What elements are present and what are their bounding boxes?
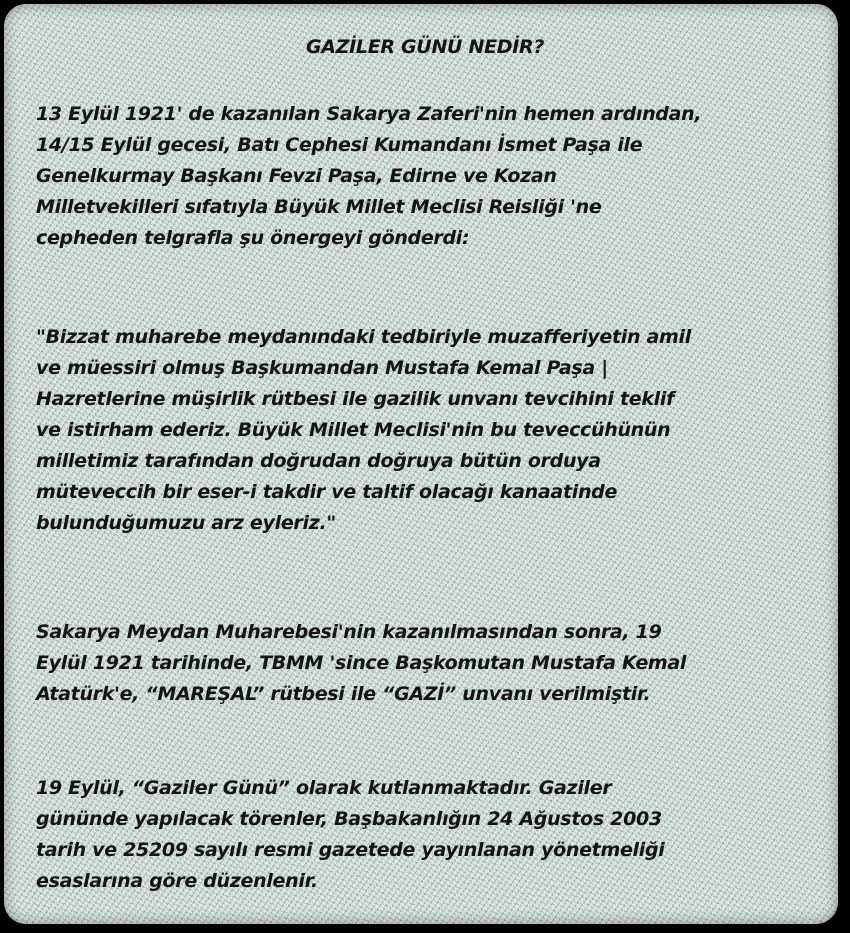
text-line: 13 Eylül 1921' de kazanılan Sakarya Zaferi'nin hemen ardından,: [36, 103, 702, 125]
paragraph-mareshal: [36, 617, 686, 710]
text-line: Eylül 1921 tarihinde, TBMM 'since Başkomutan Mustafa Kemal: [36, 652, 687, 674]
text-line: Milletvekilleri sıfatıyla Büyük Millet Meclisi Reisliği 'ne: [36, 196, 602, 218]
text-line: ve müessiri olmuş Başkumandan Mustafa Kemal Paşa |: [36, 357, 608, 379]
text-line: "Bizzat muharebe meydanındaki tedbiriyle muzafferiyetin amil: [36, 326, 691, 348]
text-line: müteveccih bir eser-i takdir ve taltif olacağı kanaatinde: [36, 481, 618, 503]
text-line: Hazretlerine müşirlik rütbesi ile gazilik unvanı tevcihini teklif: [36, 388, 675, 410]
paragraph-veterans-day: [36, 773, 664, 897]
text-line: bulunduğumuzu arz eyleriz.": [36, 512, 336, 534]
text-line: Genelkurmay Başkanı Fevzi Paşa, Edirne ve Kozan: [36, 165, 557, 187]
text-line: Sakarya Meydan Muharebesi'nin kazanılmasından sonra, 19: [36, 621, 662, 643]
text-line: cepheden telgrafla şu önergeyi gönderdi:: [36, 227, 470, 249]
text-line: esaslarına göre düzenlenir.: [36, 870, 318, 892]
text-line: ve istirham ederiz. Büyük Millet Meclisi'nin bu teveccühünün: [36, 419, 671, 441]
text-line: milletimiz tarafından doğrudan doğruya bütün orduya: [36, 450, 601, 472]
text-line: tarih ve 25209 sayılı resmi gazetede yayınlanan yönetmeliği: [36, 839, 665, 861]
text-line: Atatürk'e, “MAREŞAL” rütbesi ile “GAZİ” unvanı verilmiştir.: [36, 683, 651, 705]
text-line: 19 Eylül, “Gaziler Günü” olarak kutlanmaktadır. Gaziler: [36, 777, 612, 799]
text-line: 14/15 Eylül gecesi, Batı Cephesi Kumandanı İsmet Paşa ile: [36, 134, 643, 156]
text-line: gününde yapılacak törenler, Başbakanlığın 24 Ağustos 2003: [36, 808, 662, 830]
document-title: GAZİLER GÜNÜ NEDİR?: [305, 36, 545, 58]
paragraph-intro: [36, 99, 701, 254]
paragraph-quote: [36, 322, 691, 539]
